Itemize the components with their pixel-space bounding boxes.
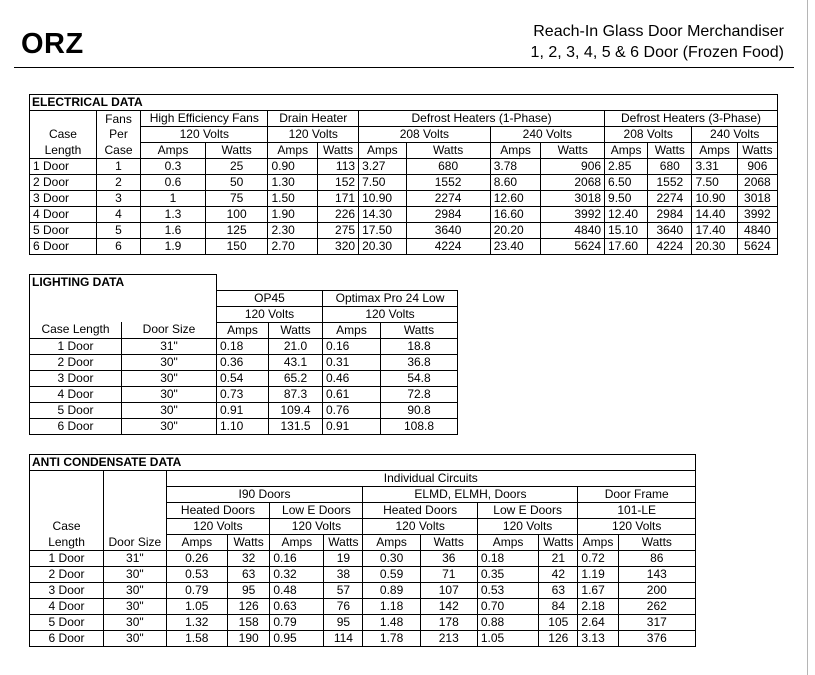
table-cell: 2 Door — [30, 175, 97, 191]
table-cell: 30" — [122, 370, 217, 386]
table-row — [30, 191, 778, 207]
table-cell: 6.50 — [605, 175, 648, 191]
table-row — [30, 551, 696, 567]
table-cell: 2.30 — [268, 223, 318, 239]
hef-voltage: 120 Volts — [141, 127, 268, 143]
table-cell: 0.54 — [217, 370, 269, 386]
table-cell: 3.13 — [578, 631, 618, 647]
table-cell: 17.40 — [692, 223, 737, 239]
table-cell: 54.8 — [381, 370, 458, 386]
table-cell: 0.36 — [217, 354, 269, 370]
table-cell: 0.3 — [141, 159, 206, 175]
table-cell: 5624 — [737, 239, 777, 255]
table-cell: 50 — [205, 175, 268, 191]
amps-header: Amps — [477, 535, 538, 551]
table-cell: 3 Door — [30, 583, 104, 599]
table-cell: 3018 — [541, 191, 605, 207]
individual-circuits-header: Individual Circuits — [166, 471, 695, 487]
door-size-header: Door Size — [122, 322, 217, 338]
table-cell: 0.70 — [477, 599, 538, 615]
table-cell: 2068 — [541, 175, 605, 191]
table-cell: 0.95 — [270, 631, 324, 647]
watts-header: Watts — [618, 535, 695, 551]
table-cell: 3 — [96, 191, 140, 207]
table-cell: 1552 — [648, 175, 692, 191]
defrost-1ph-header: Defrost Heaters (1-Phase) — [359, 111, 605, 127]
table-cell: 0.89 — [363, 583, 420, 599]
door-frame-header: Door Frame — [578, 487, 696, 503]
table-cell: 0.48 — [270, 583, 324, 599]
table-cell: 126 — [227, 599, 269, 615]
table-row — [30, 354, 458, 370]
table-row — [30, 239, 778, 255]
table-cell: 3.27 — [359, 159, 406, 175]
table-row — [30, 207, 778, 223]
lighting-rows — [30, 338, 458, 434]
i90-doors-header: I90 Doors — [166, 487, 363, 503]
table-cell: 31" — [104, 551, 166, 567]
table-cell: 113 — [318, 159, 359, 175]
table-cell: 0.76 — [323, 402, 381, 418]
amps-header: Amps — [141, 143, 206, 159]
table-cell: 1 Door — [30, 338, 122, 354]
table-cell: 3640 — [648, 223, 692, 239]
table-cell: 30" — [122, 402, 217, 418]
table-cell: 680 — [648, 159, 692, 175]
table-row — [30, 338, 458, 354]
table-cell: 2274 — [406, 191, 490, 207]
case-length-header: Case Length — [30, 322, 122, 338]
table-cell: 0.16 — [270, 551, 324, 567]
electrical-section-title: ELECTRICAL DATA — [30, 95, 778, 111]
table-cell: 178 — [420, 615, 477, 631]
table-cell: 1.05 — [166, 599, 227, 615]
table-cell: 4 Door — [30, 386, 122, 402]
table-cell: 2.18 — [578, 599, 618, 615]
table-cell: 109.4 — [269, 402, 323, 418]
watts-header: Watts — [381, 322, 458, 338]
table-cell: 1 — [96, 159, 140, 175]
table-cell: 3992 — [737, 207, 777, 223]
table-cell: 4840 — [541, 223, 605, 239]
table-cell: 30" — [104, 631, 166, 647]
table-cell: 680 — [406, 159, 490, 175]
table-cell: 30" — [122, 418, 217, 434]
table-cell: 0.18 — [217, 338, 269, 354]
table-cell: 71 — [420, 567, 477, 583]
watts-header: Watts — [420, 535, 477, 551]
amps-header: Amps — [270, 535, 324, 551]
fans-header-1: Fans — [96, 111, 140, 127]
anticondensate-rows — [30, 551, 696, 647]
fans-header-3: Case — [96, 143, 140, 159]
table-cell: 1.32 — [166, 615, 227, 631]
optimax-header: Optimax Pro 24 Low — [323, 290, 458, 306]
table-cell: 21.0 — [269, 338, 323, 354]
table-cell: 95 — [227, 583, 269, 599]
table-cell: 76 — [324, 599, 363, 615]
table-cell: 0.79 — [166, 583, 227, 599]
table-cell: 65.2 — [269, 370, 323, 386]
table-cell: 10.90 — [692, 191, 737, 207]
table-row — [30, 567, 696, 583]
table-cell: 2068 — [737, 175, 777, 191]
subtitle-line-2: 1, 2, 3, 4, 5 & 6 Door (Frozen Food) — [530, 44, 784, 61]
table-cell: 10.90 — [359, 191, 406, 207]
table-cell: 87.3 — [269, 386, 323, 402]
table-row — [30, 599, 696, 615]
voltage-header: 120 Volts — [166, 519, 270, 535]
lighting-data-table — [29, 274, 458, 435]
table-cell: 1.50 — [268, 191, 318, 207]
table-cell: 1 Door — [30, 551, 104, 567]
table-cell: 2.85 — [605, 159, 648, 175]
table-cell: 30" — [122, 386, 217, 402]
table-cell: 30" — [104, 615, 166, 631]
def1-240-voltage: 240 Volts — [490, 127, 604, 143]
table-cell: 150 — [205, 239, 268, 255]
amps-header: Amps — [692, 143, 737, 159]
def3-208-voltage: 208 Volts — [605, 127, 692, 143]
table-cell: 5 — [96, 223, 140, 239]
table-cell: 9.50 — [605, 191, 648, 207]
table-cell: 213 — [420, 631, 477, 647]
fans-header-2: Per — [96, 127, 140, 143]
table-cell: 63 — [539, 583, 578, 599]
table-cell: 0.59 — [363, 567, 420, 583]
table-cell: 0.18 — [477, 551, 538, 567]
elmd-lowe-header: Low E Doors — [477, 503, 578, 519]
table-cell: 0.53 — [166, 567, 227, 583]
table-cell: 3640 — [406, 223, 490, 239]
amps-header: Amps — [490, 143, 541, 159]
table-cell: 6 — [96, 239, 140, 255]
table-cell: 0.88 — [477, 615, 538, 631]
op45-header: OP45 — [217, 290, 323, 306]
table-row — [30, 370, 458, 386]
table-cell: 30" — [104, 583, 166, 599]
table-cell: 1.3 — [141, 207, 206, 223]
table-cell: 57 — [324, 583, 363, 599]
table-cell: 95 — [324, 615, 363, 631]
voltage-header: 120 Volts — [578, 519, 696, 535]
table-cell: 12.40 — [605, 207, 648, 223]
table-cell: 142 — [420, 599, 477, 615]
table-cell: 17.50 — [359, 223, 406, 239]
table-cell: 0.61 — [323, 386, 381, 402]
table-cell: 20.20 — [490, 223, 541, 239]
table-cell: 63 — [227, 567, 269, 583]
i90-lowe-header: Low E Doors — [270, 503, 363, 519]
table-cell: 0.91 — [323, 418, 381, 434]
table-row — [30, 418, 458, 434]
table-cell: 75 — [205, 191, 268, 207]
table-cell: 2984 — [648, 207, 692, 223]
table-cell: 105 — [539, 615, 578, 631]
table-cell: 1.9 — [141, 239, 206, 255]
drain-voltage: 120 Volts — [268, 127, 359, 143]
table-cell: 1.6 — [141, 223, 206, 239]
table-cell: 5 Door — [30, 402, 122, 418]
page-edge-line — [807, 0, 808, 675]
table-row — [30, 175, 778, 191]
table-cell: 0.53 — [477, 583, 538, 599]
table-cell: 1.48 — [363, 615, 420, 631]
watts-header: Watts — [541, 143, 605, 159]
table-cell: 32 — [227, 551, 269, 567]
table-cell: 108.8 — [381, 418, 458, 434]
table-cell: 36.8 — [381, 354, 458, 370]
table-cell: 2 — [96, 175, 140, 191]
table-cell: 16.60 — [490, 207, 541, 223]
table-cell: 25 — [205, 159, 268, 175]
table-cell: 38 — [324, 567, 363, 583]
hef-header: High Efficiency Fans — [141, 111, 268, 127]
table-cell: 1.90 — [268, 207, 318, 223]
door-frame-model: 101-LE — [578, 503, 696, 519]
table-cell: 0.35 — [477, 567, 538, 583]
table-cell: 1 Door — [30, 159, 97, 175]
amps-header: Amps — [363, 535, 420, 551]
table-cell: 4840 — [737, 223, 777, 239]
table-cell: 2984 — [406, 207, 490, 223]
table-cell: 5 Door — [30, 615, 104, 631]
table-cell: 171 — [318, 191, 359, 207]
table-row — [30, 159, 778, 175]
watts-header: Watts — [737, 143, 777, 159]
table-cell: 6 Door — [30, 631, 104, 647]
op45-voltage: 120 Volts — [217, 306, 323, 322]
table-cell: 6 Door — [30, 239, 97, 255]
table-cell: 2.70 — [268, 239, 318, 255]
table-cell: 906 — [541, 159, 605, 175]
case-header-1: Case — [30, 519, 104, 535]
table-cell: 1552 — [406, 175, 490, 191]
table-cell: 3.31 — [692, 159, 737, 175]
amps-header: Amps — [605, 143, 648, 159]
electrical-data-table — [29, 94, 778, 255]
table-cell: 0.73 — [217, 386, 269, 402]
drain-header: Drain Heater — [268, 111, 359, 127]
elmd-doors-header: ELMD, ELMH, Doors — [363, 487, 578, 503]
table-cell: 19 — [324, 551, 363, 567]
table-cell: 0.46 — [323, 370, 381, 386]
table-cell: 4 — [96, 207, 140, 223]
table-cell: 3018 — [737, 191, 777, 207]
amps-header: Amps — [166, 535, 227, 551]
def3-240-voltage: 240 Volts — [692, 127, 778, 143]
table-cell: 126 — [539, 631, 578, 647]
watts-header: Watts — [269, 322, 323, 338]
table-cell: 7.50 — [692, 175, 737, 191]
table-cell: 30" — [104, 599, 166, 615]
watts-header: Watts — [648, 143, 692, 159]
table-cell: 4 Door — [30, 599, 104, 615]
table-cell: 275 — [318, 223, 359, 239]
lighting-section-title: LIGHTING DATA — [30, 275, 217, 291]
table-cell: 0.30 — [363, 551, 420, 567]
table-cell: 125 — [205, 223, 268, 239]
i90-heated-header: Heated Doors — [166, 503, 270, 519]
elmd-heated-header: Heated Doors — [363, 503, 477, 519]
table-cell: 107 — [420, 583, 477, 599]
table-cell: 90.8 — [381, 402, 458, 418]
table-cell: 20.30 — [359, 239, 406, 255]
case-header-2: Length — [30, 143, 97, 159]
table-cell: 0.16 — [323, 338, 381, 354]
table-cell: 20.30 — [692, 239, 737, 255]
watts-header: Watts — [205, 143, 268, 159]
watts-header: Watts — [539, 535, 578, 551]
table-cell: 5624 — [541, 239, 605, 255]
table-cell: 2 Door — [30, 567, 104, 583]
table-cell: 17.60 — [605, 239, 648, 255]
table-cell: 0.79 — [270, 615, 324, 631]
table-cell: 12.60 — [490, 191, 541, 207]
amps-header: Amps — [359, 143, 406, 159]
table-cell: 2274 — [648, 191, 692, 207]
door-size-header: Door Size — [104, 535, 166, 551]
table-cell: 1.67 — [578, 583, 618, 599]
watts-header: Watts — [324, 535, 363, 551]
table-cell: 4224 — [648, 239, 692, 255]
table-cell: 72.8 — [381, 386, 458, 402]
table-row — [30, 631, 696, 647]
table-cell: 2 Door — [30, 354, 122, 370]
table-cell: 4224 — [406, 239, 490, 255]
table-cell: 190 — [227, 631, 269, 647]
page-subtitle — [531, 21, 784, 63]
table-cell: 6 Door — [30, 418, 122, 434]
table-cell: 320 — [318, 239, 359, 255]
table-cell: 226 — [318, 207, 359, 223]
table-cell: 1.30 — [268, 175, 318, 191]
table-row — [30, 223, 778, 239]
table-cell: 1.58 — [166, 631, 227, 647]
table-cell: 0.72 — [578, 551, 618, 567]
brand-title: ORZ — [21, 28, 84, 60]
table-cell: 1.05 — [477, 631, 538, 647]
watts-header: Watts — [406, 143, 490, 159]
table-cell: 0.6 — [141, 175, 206, 191]
table-cell: 158 — [227, 615, 269, 631]
table-cell: 906 — [737, 159, 777, 175]
table-cell: 152 — [318, 175, 359, 191]
table-cell: 0.26 — [166, 551, 227, 567]
table-cell: 2.64 — [578, 615, 618, 631]
table-row — [30, 583, 696, 599]
table-cell: 0.91 — [217, 402, 269, 418]
table-cell: 3 Door — [30, 191, 97, 207]
voltage-header: 120 Volts — [270, 519, 363, 535]
amps-header: Amps — [217, 322, 269, 338]
table-cell: 84 — [539, 599, 578, 615]
table-cell: 42 — [539, 567, 578, 583]
table-cell: 0.32 — [270, 567, 324, 583]
defrost-3ph-header: Defrost Heaters (3-Phase) — [605, 111, 778, 127]
table-cell: 3.78 — [490, 159, 541, 175]
anticondensate-data-table — [29, 454, 696, 647]
subtitle-line-1: Reach-In Glass Door Merchandiser — [533, 23, 784, 40]
table-cell: 3992 — [541, 207, 605, 223]
table-cell: 1.10 — [217, 418, 269, 434]
table-cell: 8.60 — [490, 175, 541, 191]
table-cell: 14.40 — [692, 207, 737, 223]
table-cell: 30" — [122, 354, 217, 370]
table-cell: 7.50 — [359, 175, 406, 191]
case-header-1: Case — [30, 127, 97, 143]
amps-header: Amps — [578, 535, 618, 551]
table-cell: 0.90 — [268, 159, 318, 175]
table-cell: 30" — [104, 567, 166, 583]
table-cell: 36 — [420, 551, 477, 567]
watts-header: Watts — [318, 143, 359, 159]
table-cell: 1.18 — [363, 599, 420, 615]
table-cell: 14.30 — [359, 207, 406, 223]
table-cell: 143 — [618, 567, 695, 583]
table-cell: 200 — [618, 583, 695, 599]
table-row — [30, 615, 696, 631]
table-cell: 15.10 — [605, 223, 648, 239]
amps-header: Amps — [323, 322, 381, 338]
table-cell: 5 Door — [30, 223, 97, 239]
table-cell: 86 — [618, 551, 695, 567]
optimax-voltage: 120 Volts — [323, 306, 458, 322]
voltage-header: 120 Volts — [477, 519, 578, 535]
header-rule — [14, 67, 794, 68]
table-cell: 31" — [122, 338, 217, 354]
table-row — [30, 402, 458, 418]
table-cell: 262 — [618, 599, 695, 615]
table-cell: 100 — [205, 207, 268, 223]
table-cell: 317 — [618, 615, 695, 631]
table-cell: 18.8 — [381, 338, 458, 354]
voltage-header: 120 Volts — [363, 519, 477, 535]
table-cell: 1.19 — [578, 567, 618, 583]
table-cell: 1 — [141, 191, 206, 207]
table-cell: 43.1 — [269, 354, 323, 370]
def1-208-voltage: 208 Volts — [359, 127, 491, 143]
table-cell: 1.78 — [363, 631, 420, 647]
table-cell: 0.31 — [323, 354, 381, 370]
case-header-2: Length — [30, 535, 104, 551]
table-cell: 3 Door — [30, 370, 122, 386]
table-cell: 131.5 — [269, 418, 323, 434]
table-cell: 21 — [539, 551, 578, 567]
table-cell: 114 — [324, 631, 363, 647]
anticondensate-section-title: ANTI CONDENSATE DATA — [30, 455, 696, 471]
table-cell: 376 — [618, 631, 695, 647]
amps-header: Amps — [268, 143, 318, 159]
table-cell: 0.63 — [270, 599, 324, 615]
table-cell: 23.40 — [490, 239, 541, 255]
table-row — [30, 386, 458, 402]
table-cell: 4 Door — [30, 207, 97, 223]
watts-header: Watts — [227, 535, 269, 551]
electrical-rows — [30, 159, 778, 255]
